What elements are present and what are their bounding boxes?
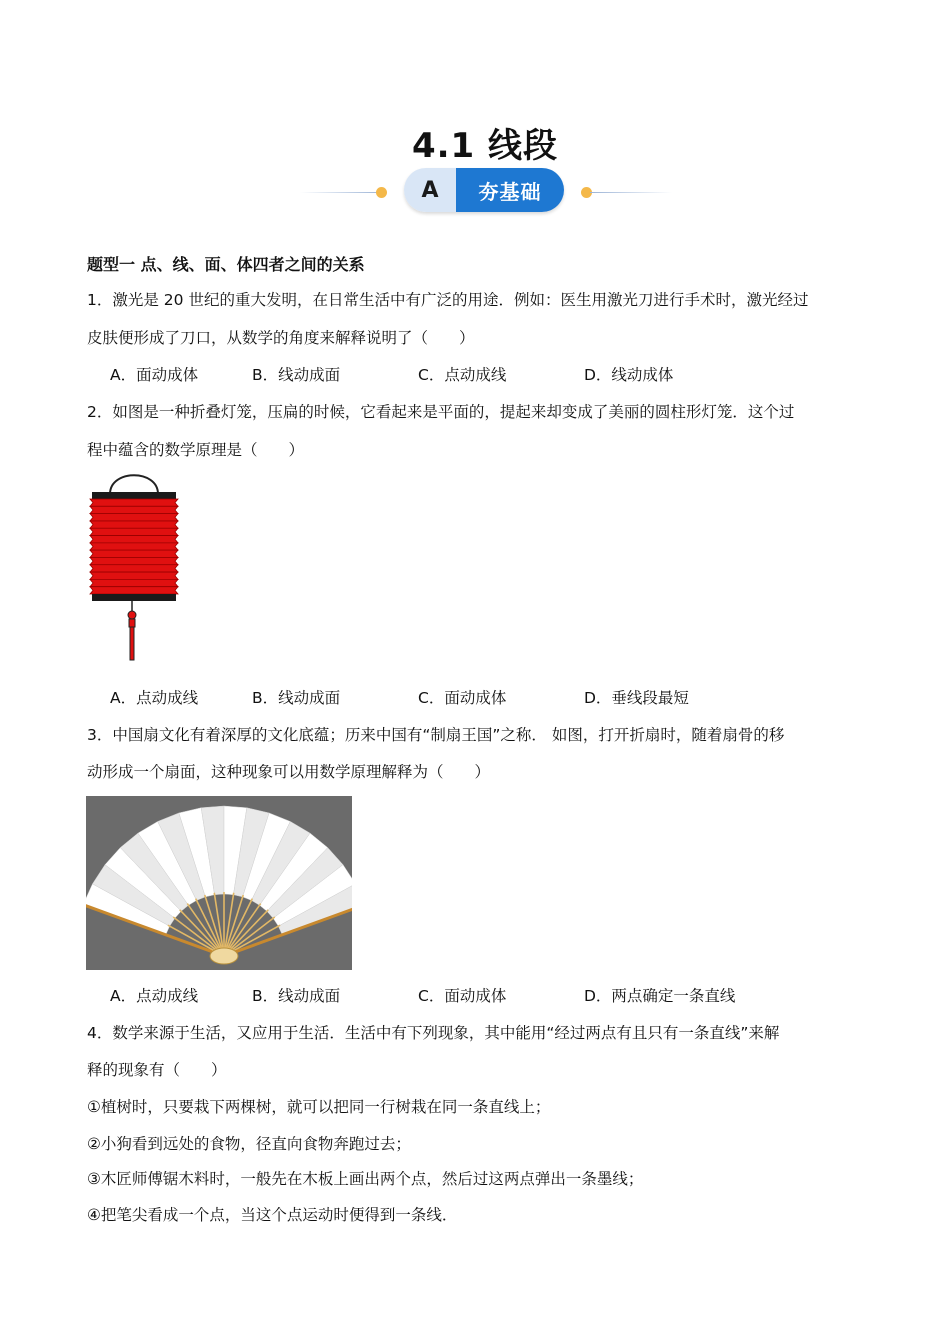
- q1-option-a: A．面动成体: [110, 366, 199, 384]
- q3-option-c: C．面动成体: [418, 987, 507, 1005]
- q4-item-4: ④把笔尖看成一个点，当这个点运动时便得到一条线．: [87, 1206, 458, 1224]
- q3-line1: 3．中国扇文化有着深厚的文化底蕴；历来中国有“制扇王国”之称． 如图，打开折扇时，随着扇骨的移: [87, 726, 785, 744]
- q2-option-b: B．线动成面: [252, 689, 341, 707]
- q2-line2: 程中蕴含的数学原理是（ ）: [87, 441, 305, 459]
- badge-pill: [404, 168, 564, 212]
- folding-lantern-figure: [86, 472, 182, 664]
- badge-label: 夯基础: [456, 168, 564, 212]
- q1-option-d: D．线动成体: [584, 366, 674, 384]
- q3-line2: 动形成一个扇面，这种现象可以用数学原理解释为（ ）: [87, 763, 491, 781]
- q4-item-3: ③木匠师傅锯木料时，一般先在木板上画出两个点，然后过这两点弹出一条墨线；: [87, 1170, 644, 1188]
- lantern-fold: [90, 514, 178, 521]
- lantern-fold: [90, 565, 178, 572]
- q4-line1: 4．数学来源于生活，又应用于生活．生活中有下列现象，其中能用“经过两点有且只有一条直线”来解: [87, 1024, 780, 1042]
- q1-option-b: B．线动成面: [252, 366, 341, 384]
- lantern-fold: [90, 543, 178, 550]
- q2-option-a: A．点动成线: [110, 689, 199, 707]
- lantern-fold: [90, 557, 178, 564]
- q2-option-d: D．垂线段最短: [584, 689, 689, 707]
- q3-option-b: B．线动成面: [252, 987, 341, 1005]
- lantern-fold: [90, 499, 178, 506]
- q1-option-c: C．点动成线: [418, 366, 507, 384]
- badge-letter: A: [404, 168, 456, 212]
- page-title: 4.1 线段: [411, 126, 559, 166]
- badge-divider-right: [590, 192, 672, 193]
- lantern-fold: [90, 572, 178, 579]
- badge-dot-left: [376, 187, 387, 198]
- lantern-fold: [90, 579, 178, 586]
- folding-fan-figure: [86, 796, 352, 970]
- badge-divider-left: [300, 192, 382, 193]
- q1-line2: 皮肤便形成了刀口，从数学的角度来解释说明了（ ）: [87, 329, 475, 347]
- lantern-fold: [90, 587, 178, 594]
- section-badge: [300, 168, 680, 216]
- q4-line2: 释的现象有（ ）: [87, 1061, 227, 1079]
- lantern-fold: [90, 550, 178, 557]
- q4-item-1: ①植树时，只要栽下两棵树，就可以把同一行树栽在同一条直线上；: [87, 1098, 551, 1116]
- lantern-fold: [90, 536, 178, 543]
- q1-line1: 1．激光是 20 世纪的重大发明，在日常生活中有广泛的用途．例如：医生用激光刀进行手术时，激光经过: [87, 291, 809, 309]
- lantern-fold: [90, 506, 178, 513]
- q3-option-d: D．两点确定一条直线: [584, 987, 736, 1005]
- q2-line1: 2．如图是一种折叠灯笼，压扁的时候，它看起来是平面的，提起来却变成了美丽的圆柱形灯笼．这个过: [87, 403, 795, 421]
- lantern-fold: [90, 528, 178, 535]
- section-heading: 题型一 点、线、面、体四者之间的关系: [87, 255, 365, 274]
- q3-option-a: A．点动成线: [110, 987, 199, 1005]
- q4-item-2: ②小狗看到远处的食物，径直向食物奔跑过去；: [87, 1135, 411, 1153]
- lantern-fold: [90, 521, 178, 528]
- q2-option-c: C．面动成体: [418, 689, 507, 707]
